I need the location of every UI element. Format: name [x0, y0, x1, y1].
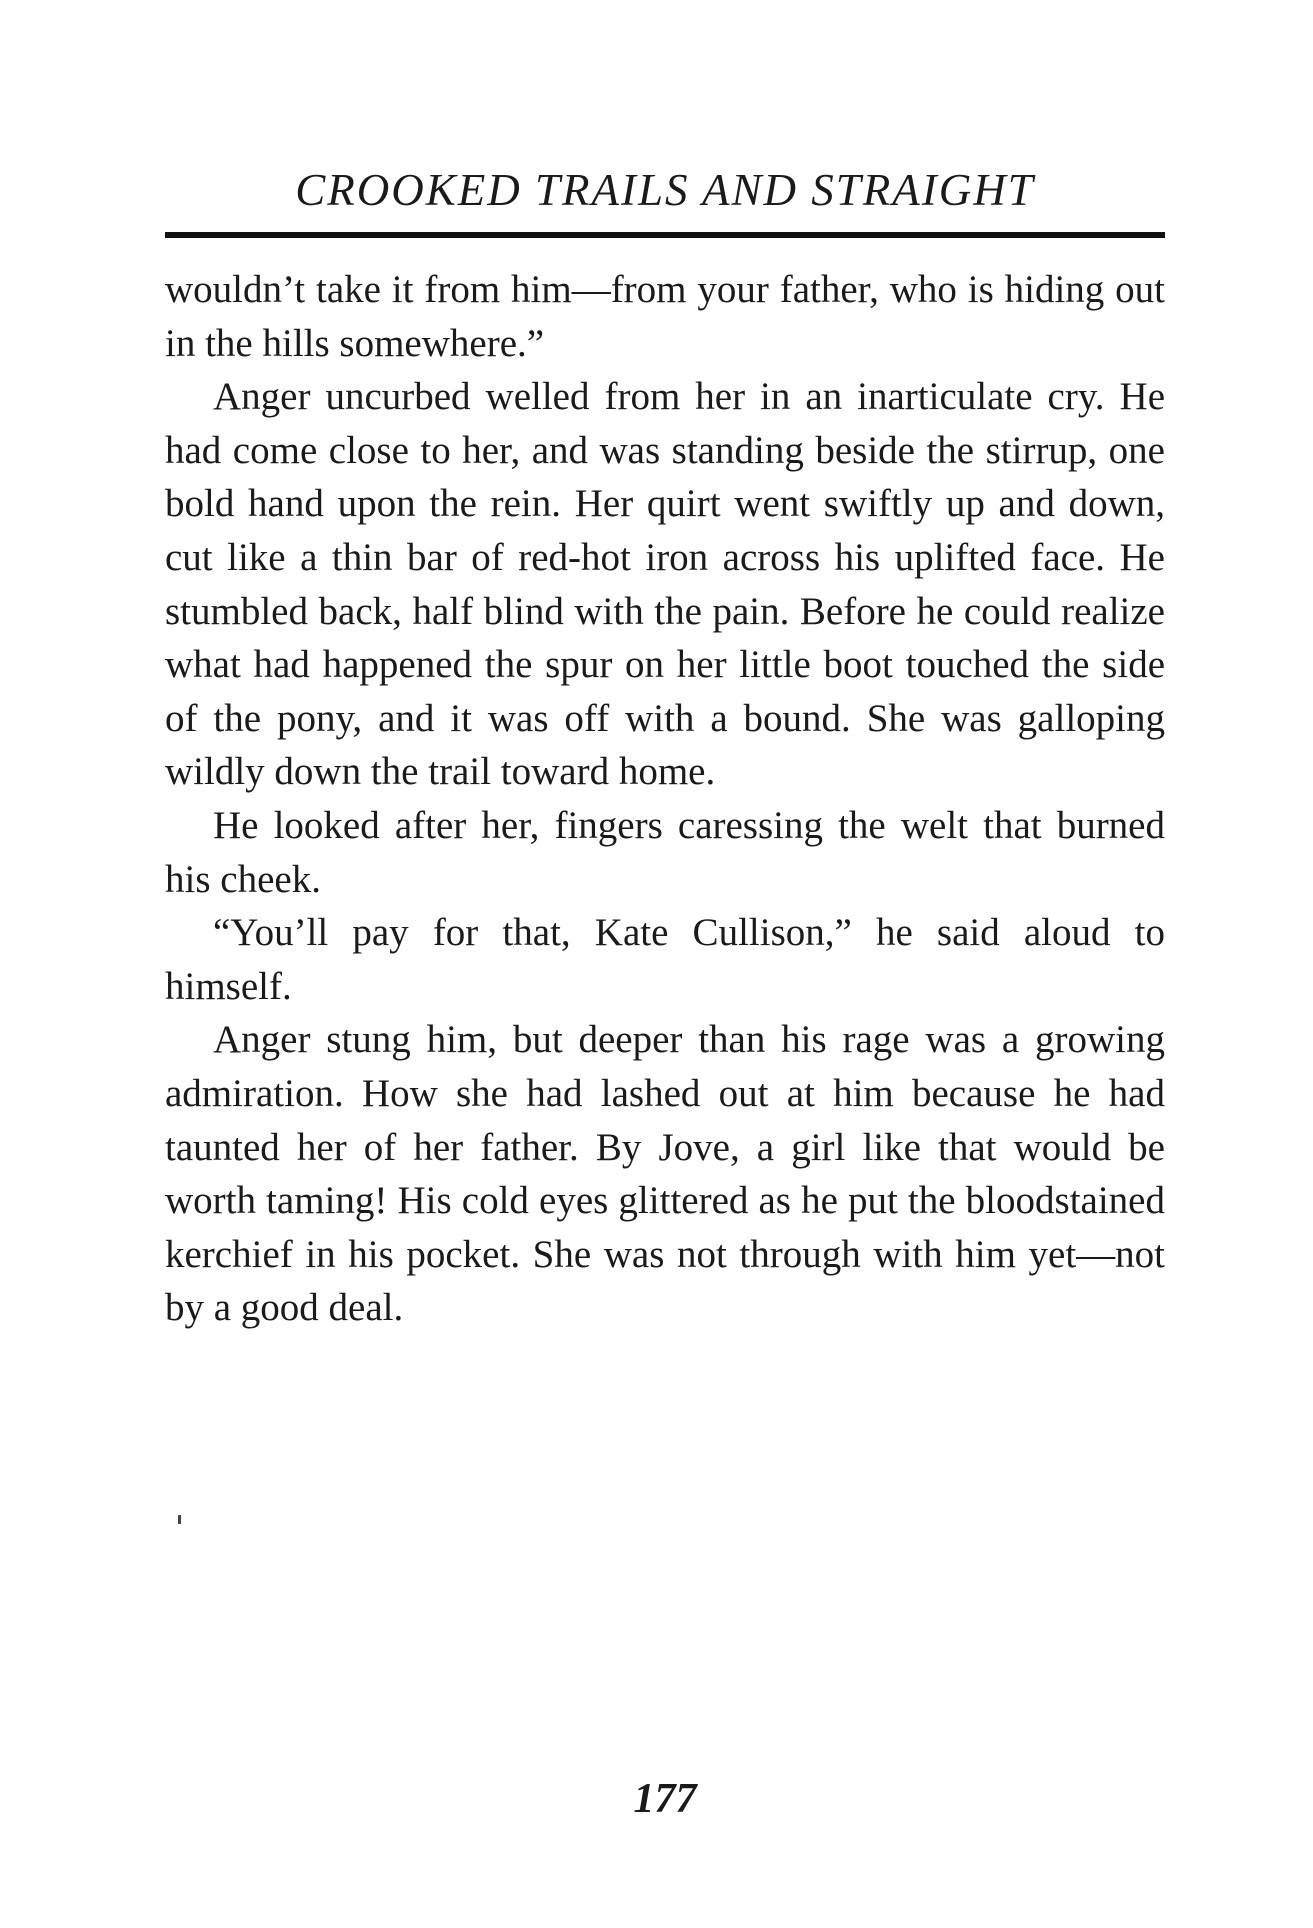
- paragraph: He looked after her, fingers caressing the welt that burned his cheek.: [165, 803, 1165, 901]
- running-header: CROOKED TRAILS AND STRAIGHT: [295, 165, 1035, 215]
- header-rule: [165, 232, 1165, 238]
- paragraph-continuation: wouldn’t take it from him—from your father, who is hiding out in the hills somewhere.”: [165, 268, 1165, 365]
- page-number: 177: [633, 1776, 697, 1822]
- print-speck: [178, 1515, 181, 1524]
- paragraph: Anger stung him, but deeper than his rage was a growing admiration. How she had lashed out at him because he had taunted her of her father. By Jove, a girl like that would be worth taming! His cold eyes glittered as he put the bloodstained kerchief in his pocket. She was not through with him yet—not by a good deal.: [165, 1018, 1165, 1330]
- body-text: [165, 263, 1165, 1335]
- paragraph: Anger uncurbed welled from her in an inarticulate cry. He had come close to her, and was standing beside the stirrup, one bold hand upon the rein. Her quirt went swiftly up and down, cut like a thin bar of red-hot iron across his uplifted face. He stumbled back, half blind with the pain. Before he could realize what had happened the spur on her little boot touched the side of the pony, and it was off with a bound. She was galloping wildly down the trail toward home.: [165, 375, 1165, 794]
- paragraph: “You’ll pay for that, Kate Cullison,” he said aloud to himself.: [165, 911, 1165, 1008]
